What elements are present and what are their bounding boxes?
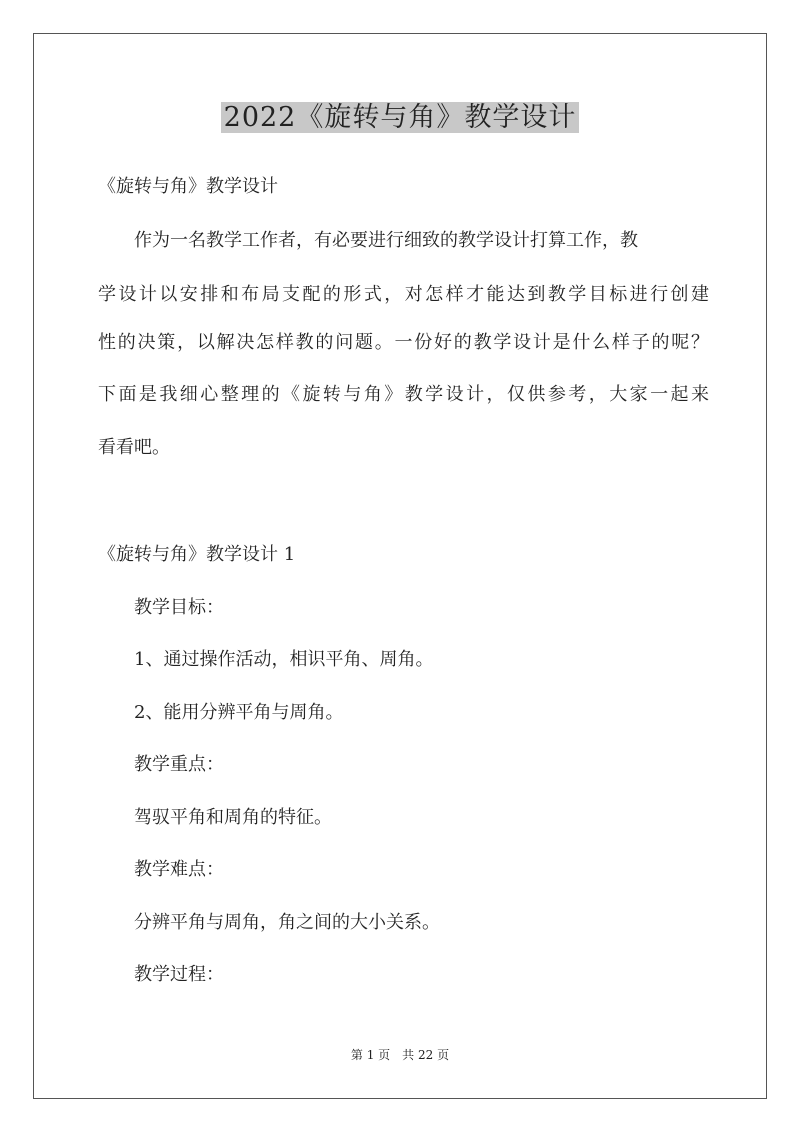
intro-paragraph-line: 看看吧。 <box>98 437 170 458</box>
section-item: 教学重点： <box>134 754 224 775</box>
intro-paragraph-line: 性的决策，以解决怎样教的问题。一份好的教学设计是什么样子的呢？ <box>98 332 709 353</box>
page-indicator: 第 1 页 共 22 页 <box>350 1048 450 1062</box>
section-item: 2、能用分辨平角与周角。 <box>134 702 344 723</box>
section-heading: 《旋转与角》教学设计 1 <box>98 544 296 565</box>
intro-paragraph-line: 作为一名教学工作者，有必要进行细致的教学设计打算工作，教 <box>134 230 638 251</box>
document-subtitle: 《旋转与角》教学设计 <box>98 176 278 197</box>
section-item: 驾驭平角和周角的特征。 <box>134 807 332 828</box>
section-item: 分辨平角与周角，角之间的大小关系。 <box>134 912 440 933</box>
intro-paragraph-line: 学设计以安排和布局支配的形式，对怎样才能达到教学目标进行创建 <box>98 284 709 305</box>
document-title <box>0 96 800 140</box>
intro-paragraph-line: 下面是我细心整理的《旋转与角》教学设计，仅供参考，大家一起来 <box>98 384 709 405</box>
document-title-text: 2022《旋转与角》教学设计 <box>221 102 580 133</box>
section-item: 教学难点： <box>134 859 224 880</box>
section-item: 1、通过操作活动，相识平角、周角。 <box>134 649 434 670</box>
section-item: 教学目标： <box>134 597 224 618</box>
section-item: 教学过程： <box>134 964 224 985</box>
